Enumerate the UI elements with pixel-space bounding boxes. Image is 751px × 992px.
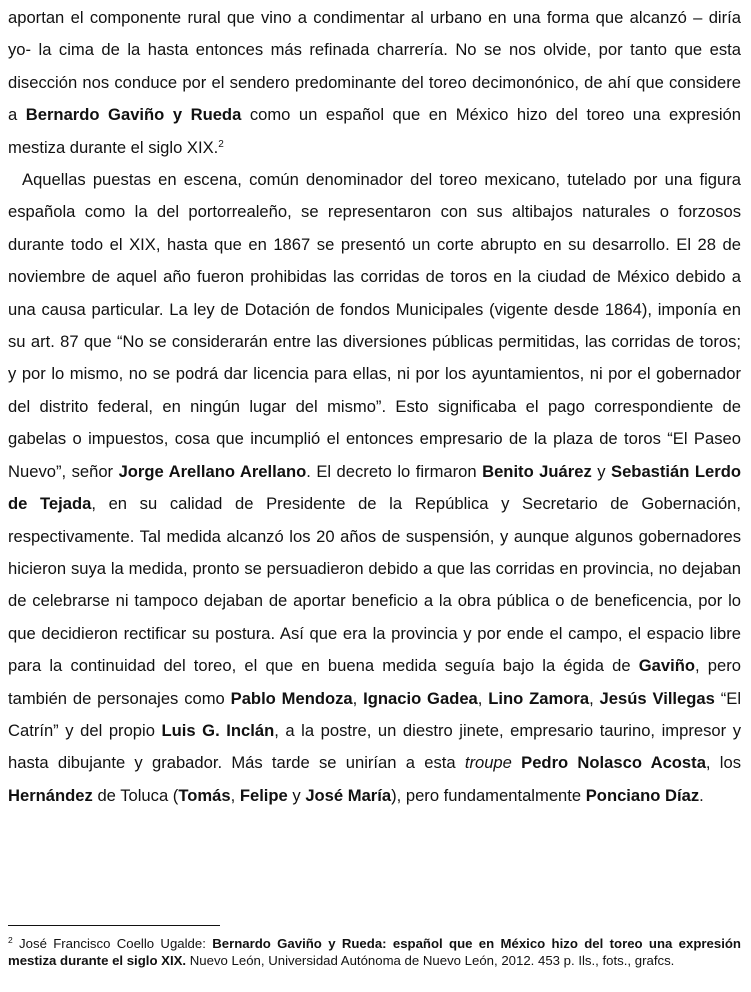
footnote-book-title: Bernardo Gaviño y Rueda: español que en México hizo del toreo una expresión mestiza durante el siglo XIX. bbox=[8, 936, 741, 969]
person-name-bold: Felipe bbox=[239, 785, 288, 805]
person-name-bold: Pedro Nolasco Acosta bbox=[521, 753, 706, 773]
text-run: , bbox=[230, 785, 240, 805]
person-name-bold: Hernández bbox=[8, 785, 93, 805]
person-name-bold: Tomás bbox=[178, 785, 231, 805]
person-name-bold: Bernardo Gaviño y Rueda bbox=[25, 105, 242, 125]
text-run: , bbox=[589, 688, 600, 708]
person-name-bold: Pablo Mendoza bbox=[230, 688, 353, 708]
person-name-bold: Benito Juárez bbox=[482, 461, 592, 481]
text-run: ), pero fundamentalmente bbox=[391, 785, 586, 805]
person-name-bold: Ignacio Gadea bbox=[363, 688, 478, 708]
footnote bbox=[8, 935, 741, 970]
text-run: y bbox=[287, 785, 306, 805]
italic-term: troupe bbox=[464, 753, 512, 773]
person-name-bold: Gaviño bbox=[638, 656, 695, 676]
text-run: . El decreto lo firmaron bbox=[306, 461, 483, 481]
text-run: , bbox=[477, 688, 489, 708]
footnote-text: Nuevo León, Universidad Autónoma de Nuevo León, 2012. 453 p. Ils., fots., grafcs. bbox=[186, 953, 675, 969]
text-run: , en su calidad de Presidente de la República y Secretario de Gobernación, respectivamente. Tal medida alcanzó los 20 años de suspensión, y aunque algunos gobernadores hicieron suya la medida, pronto se persuadieron debido a que las corridas en provincia, no dejaban de celebrarse ni tampoco dejaban de aportar beneficio a la obra pública o de beneficencia, por lo que decidieron rectificar su postura. Así que era la provincia y por ende el campo, el espacio libre para la continuidad del toreo, el que en buena medida seguía bajo la égida de bbox=[8, 494, 742, 676]
person-name-bold: Jesús Villegas bbox=[599, 688, 715, 708]
person-name-bold: Ponciano Díaz bbox=[585, 785, 700, 805]
text-run: . bbox=[699, 785, 704, 805]
paragraph-2 bbox=[8, 164, 741, 812]
person-name-bold: Sebastián Lerdo de Tejada bbox=[8, 461, 741, 514]
text-run: como un español que en México hizo del toreo una expresión mestiza durante el siglo XIX. bbox=[8, 105, 741, 157]
text-run: Aquellas puestas en escena, común denominador del toreo mexicano, tutelado por una figura española como la del portorrealeño, se representaron con sus altibajos naturales o forzosos durante todo el XIX, hasta que en 1867 se presentó un corte abrupto en su desarrollo. El 28 de noviembre de aquel año fueron prohibidas las corridas de toros en la ciudad de México debido a una causa particular. La ley de Dotación de fondos Municipales (vigente desde 1864), imponía en su art. 87 que “No se considerarán entre las diversiones públicas permitidas, las corridas de toros; y por lo mismo, no se podrá dar licencia para ellas, ni por los ayuntamientos, ni por el gobernador del distrito federal, en ningún lugar del mismo”. Esto significaba el pago correspondiente de gabelas o impuestos, cosa que incumplió el entonces empresario de la plaza de toros “El Paseo Nuevo”, señor bbox=[8, 170, 741, 481]
text-run: y bbox=[591, 461, 612, 481]
paragraph-1 bbox=[8, 2, 741, 164]
person-name-bold: Lino Zamora bbox=[488, 688, 590, 708]
footnote-text: José Francisco Coello Ugalde: bbox=[12, 936, 213, 951]
text-run: , a la postre, un diestro jinete, empresario taurino, impresor y hasta dibujante y grabador. Más tarde se unirían a esta bbox=[8, 720, 741, 773]
text-run: aportan el componente rural que vino a condimentar al urbano en una forma que alcanzó – diría yo- la cima de la hasta entonces más refinada charrería. No se nos olvide, por tanto que esta disección nos conduce por el sendero predominante del toreo decimonónico, de ahí que considere a bbox=[8, 8, 741, 125]
footnote-reference[interactable]: 2 bbox=[218, 138, 224, 150]
text-run: de Toluca ( bbox=[92, 785, 179, 805]
text-run: “El Catrín” y del propio bbox=[8, 688, 741, 740]
text-run: , bbox=[352, 688, 364, 708]
text-run bbox=[512, 753, 521, 772]
person-name-bold: José María bbox=[305, 785, 392, 805]
page-body bbox=[8, 0, 741, 812]
text-run: , pero también de personajes como bbox=[8, 656, 741, 708]
text-run: , los bbox=[705, 753, 741, 773]
footnote-number: 2 bbox=[8, 935, 13, 945]
person-name-bold: Jorge Arellano Arellano bbox=[118, 461, 307, 481]
person-name-bold: Luis G. Inclán bbox=[161, 720, 275, 740]
footnote-separator bbox=[8, 925, 220, 926]
